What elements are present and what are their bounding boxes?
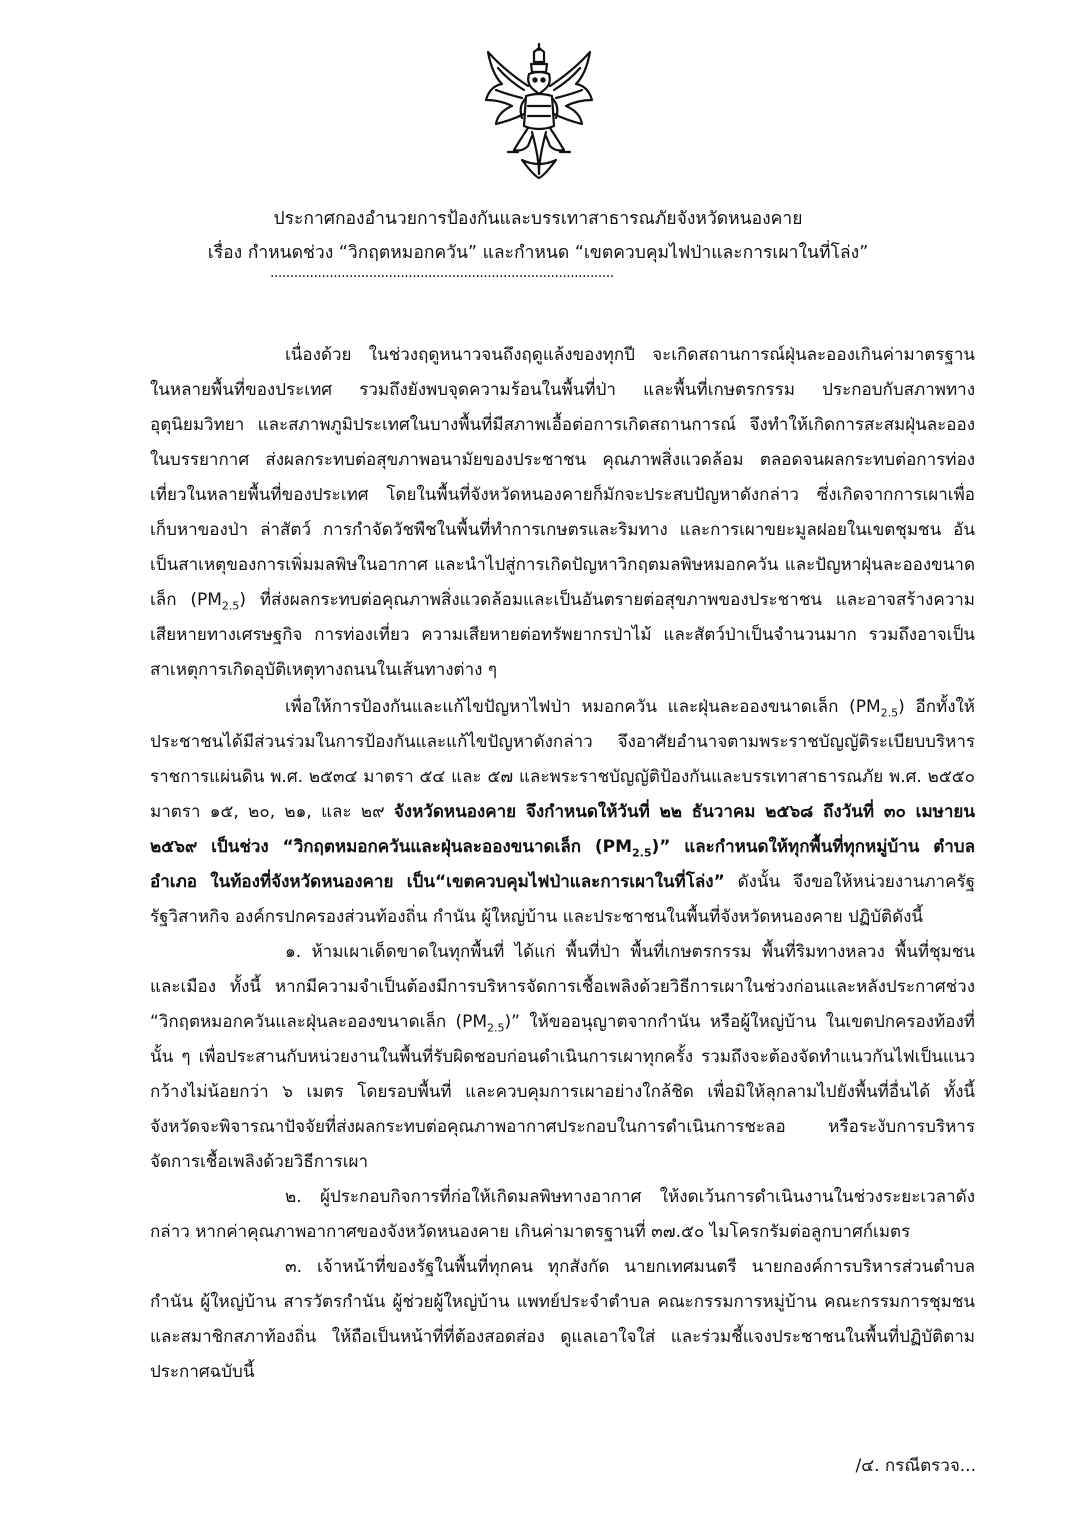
- pm-subscript: 2.5: [880, 706, 899, 720]
- announcement-title: ประกาศกองอำนวยการป้องกันและบรรเทาสาธารณภัยจังหวัดหนองคาย: [273, 209, 803, 229]
- paragraph-background-text-b: ) ที่ส่งผลกระทบต่อคุณภาพสิ่งแวดล้อมและเป็นอันตรายต่อสุขภาพของประชาชน และอาจสร้างความเสียหายทางเศรษฐกิจ การท่องเที่ยว ความเสียหายต่อทรัพยากรป่าไม้ และสัตว์ป่าเป็นจำนวนมาก รวมถึงอาจเป็นสาเหตุการเกิดอุบัติเหตุทางถนนในเส้นทางต่าง ๆ: [150, 590, 975, 680]
- document-header: [0, 202, 1076, 270]
- paragraph-background: [150, 338, 975, 688]
- item-1-text-b: )” ให้ขออนุญาตจากกำนัน หรือผู้ใหญ่บ้าน ในเขตปกครองท้องที่นั้น ๆ เพื่อประสานกับหน่วยงานในพื้นที่รับผิดชอบก่อนดำเนินการเผาทุกครั้ง รวมถึงจะต้องจัดทำแนวกันไฟเป็นแนวกว้างไม่น้อยกว่า ๖ เมตร โดยรอบพื้นที่ และควบคุมการเผาอย่างใกล้ชิด เพื่อมิให้ลุกลามไปยังพื้นที่อื่นได้ ทั้งนี้ จังหวัดจะพิจารณาปัจจัยที่ส่งผลกระทบต่อคุณภาพอากาศประกอบในการดำเนินการชะลอ หรือระงับการบริหารจัดการเชื้อเพลิงด้วยวิธีการเผา: [150, 1012, 975, 1172]
- announcement-subject: เรื่อง กำหนดช่วง “วิกฤตหมอกควัน” และกำหนด “เขตควบคุมไฟป่าและการเผาในที่โล่ง”: [207, 243, 869, 263]
- continuation-note: /๔. กรณีตรวจ...: [855, 1456, 976, 1476]
- list-item: ๓. เจ้าหน้าที่ของรัฐในพื้นที่ทุกคน ทุกสังกัด นายกเทศมนตรี นายกองค์การบริหารส่วนตำบล กำนัน ผู้ใหญ่บ้าน สารวัตรกำนัน ผู้ช่วยผู้ใหญ่บ้าน แพทย์ประจำตำบล คณะกรรมการหมู่บ้าน คณะกรรมการชุมชน และสมาชิกสภาท้องถิ่น ให้ถือเป็นหน้าที่ที่ต้องสอดส่อง ดูแลเอาใจใส่ และร่วมชี้แจงประชาชนในพื้นที่ปฏิบัติตามประกาศฉบับนี้: [150, 1257, 975, 1382]
- paragraph-declaration-text-b: ) อีกทั้งให้ประชาชนได้มีส่วนร่วมในการป้องกันและแก้ไขปัญหาดังกล่าว จึงอาศัยอำนาจตามพระราชบัญญัติระเบียบบริหารราชการแผ่นดิน พ.ศ. ๒๕๓๔ มาตรา ๕๔ และ ๕๗ และพระราชบัญญัติป้องกันและบรรเทาสาธารณภัย พ.ศ. ๒๕๕๐ มาตรา ๑๕, ๒๐, ๒๑, และ ๒๙: [150, 697, 975, 822]
- declaration-bold-text-2: )” และกำหนดให้ทุกพื้นที่ทุกหมู่บ้าน ตำบล อำเภอ ในท้องที่จังหวัดหนองคาย เป็น“เขตควบคุมไฟป่าและการเผาในที่โล่ง”: [150, 837, 975, 892]
- header-divider: .......................................................................................: [270, 266, 614, 280]
- paragraph-declaration: [150, 690, 975, 935]
- item-1-text-a: ๑. ห้ามเผาเด็ดขาดในทุกพื้นที่ ได้แก่ พื้นที่ป่า พื้นที่เกษตรกรรม พื้นที่ริมทางหลวง พื้นที่ชุมชนและเมือง ทั้งนี้ หากมีความจำเป็นต้องมีการบริหารจัดการเชื้อเพลิงด้วยวิธีการเผาในช่วงก่อนและหลังประกาศช่วง “วิกฤตหมอกควันและฝุ่นละอองขนาดเล็ก (PM: [150, 942, 975, 1032]
- paragraph-declaration-text-a: เพื่อให้การป้องกันและแก้ไขปัญหาไฟป่า หมอกควัน และฝุ่นละอองขนาดเล็ก (PM: [285, 697, 881, 717]
- list-item: ๒. ผู้ประกอบกิจการที่ก่อให้เกิดมลพิษทางอากาศ ให้งดเว้นการดำเนินงานในช่วงระยะเวลาดังกล่าว หากค่าคุณภาพอากาศของจังหวัดหนองคาย เกินค่ามาตรฐานที่ ๓๗.๕๐ ไมโครกรัมต่อลูกบาศก์เมตร: [150, 1187, 975, 1242]
- paragraph-background-text-a: เนื่องด้วย ในช่วงฤดูหนาวจนถึงฤดูแล้งของทุกปี จะเกิดสถานการณ์ฝุ่นละอองเกินค่ามาตรฐาน ในหลายพื้นที่ของประเทศ รวมถึงยังพบจุดความร้อนในพื้นที่ป่า และพื้นที่เกษตรกรรม ประกอบกับสภาพทางอุตุนิยมวิทยา และสภาพภูมิประเทศในบางพื้นที่มีสภาพเอื้อต่อการเกิดสถานการณ์ จึงทำให้เกิดการสะสมฝุ่นละอองในบรรยากาศ ส่งผลกระทบต่อสุขภาพอนามัยของประชาชน คุณภาพสิ่งแวดล้อม ตลอดจนผลกระทบต่อการท่องเที่ยวในหลายพื้นที่ของประเทศ โดยในพื้นที่จังหวัดหนองคายก็มักจะประสบปัญหาดังกล่าว ซึ่งเกิดจากการเผาเพื่อเก็บหาของป่า ล่าสัตว์ การกำจัดวัชพืชในพื้นที่ทำการเกษตรและริมทาง และการเผาขยะมูลฝอยในเขตชุมชน อันเป็นสาเหตุของการเพิ่มมลพิษในอากาศ และนำไปสู่การเกิดปัญหาวิกฤตมลพิษหมอกควัน และปัญหาฝุ่นละอองขนาดเล็ก (PM: [150, 345, 975, 610]
- paragraph-declaration-text-c: ดังนั้น จึงขอให้หน่วยงานภาครัฐ รัฐวิสาหกิจ องค์กรปกครองส่วนท้องถิ่น กำนัน ผู้ใหญ่บ้าน และประชาชนในพื้นที่จังหวัดหนองคาย ปฏิบัติดังนี้: [150, 872, 975, 927]
- pm-subscript: 2.5: [487, 1021, 505, 1035]
- garuda-emblem: [484, 40, 594, 180]
- document-body: [150, 338, 975, 1390]
- pm-subscript: 2.5: [221, 599, 240, 613]
- pm-subscript: 2.5: [632, 846, 652, 860]
- list-item: [150, 935, 975, 1180]
- declaration-bold-text: จังหวัดหนองคาย จึงกำหนดให้วันที่ ๒๒ ธันวาคม ๒๕๖๘ ถึงวันที่ ๓๐ เมษายน ๒๕๖๙ เป็นช่วง “วิกฤตหมอกควันและฝุ่นละอองขนาดเล็ก (PM: [150, 802, 975, 857]
